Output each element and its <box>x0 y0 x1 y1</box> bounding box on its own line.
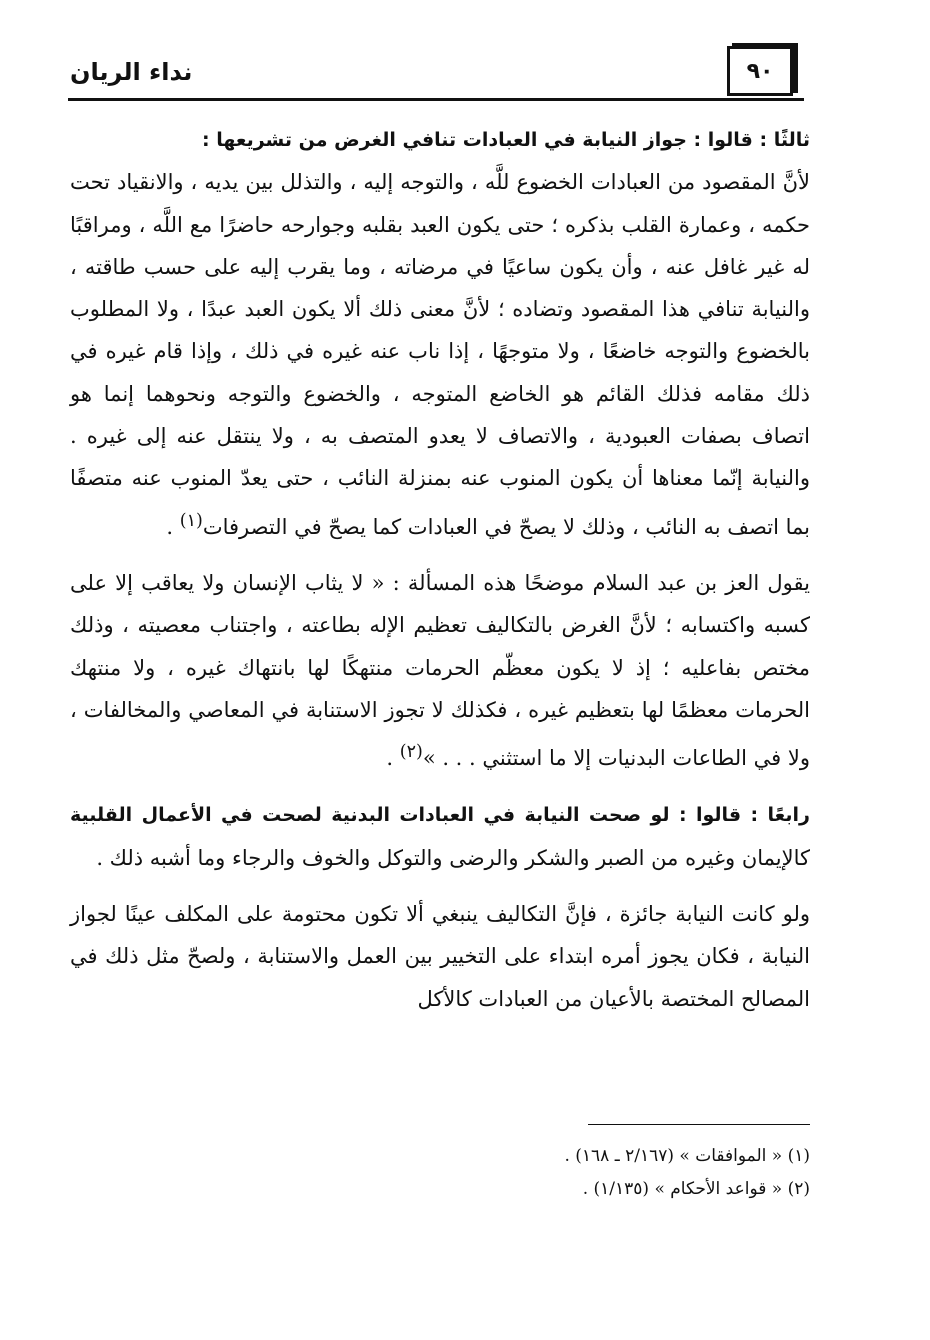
paragraph-quote <box>70 562 810 779</box>
running-header-title: نداء الريان <box>70 58 193 86</box>
quote-end: . <box>386 746 400 771</box>
footnote-rule <box>588 1124 810 1125</box>
footnote-2: (٢) « قواعد الأحكام » (١/١٣٥) . <box>582 1179 810 1199</box>
page-number-box <box>727 46 793 96</box>
paragraph-text: كالإيمان وغيره من الصبر والشكر والرضى والتوكل والخوف والرجاء وما أشبه ذلك . <box>96 845 810 870</box>
footnote-ref-2[interactable]: (٢) <box>399 742 423 763</box>
quote-text: يقول العز بن عبد السلام موضحًا هذه المسألة : « لا يثاب الإنسان ولا يعاقب إلا على كسبه واكتسابه ؛ لأنَّ الغرض بالتكاليف تعظيم الإله بطاعته ، واجتناب معصيته ، وذلك مختص بفاعليه ؛ إذ لا يكون معظّم الحرمات منتهكًا لها بانتهاك غيره ، ولا منتهك الحرمات معظمًا لها بتعظيم غيره ، فكذلك لا تجوز الاستنابة في المعاصي والمخالفات ، ولا في الطاعات البدنيات إلا ما استثني . . . » <box>70 570 810 771</box>
paragraph-text: لأنَّ المقصود من العبادات الخضوع للَّه ، والتوجه إليه ، والتذلل بين يديه ، والانقياد تحت حكمه ، وعمارة القلب بذكره ؛ حتى يكون العبد بقلبه وجوارحه حاضرًا مع اللَّه ، ومراقبًا له غير غافل عنه ، وأن يكون ساعيًا في مرضاته ، وما يقرب إليه على حسب طاقته ، والنيابة تنافي هذا المقصود وتضاده ؛ لأنَّ معنى ذلك ألا يكون العبد عبدًا ، ولا المطلوب بالخضوع والتوجه خاضعًا ، ولا متوجهًا ، إذا ناب عنه غيره في ذلك ، وإذا قام غيره في ذلك مقامه فذلك القائم هو الخاضع المتوجه ، والخضوع والتوجه ونحوهما إنما هو اتصاف بصفات العبودية ، والاتصاف لا يعدو المتصف به ، ولا ينتقل عنه إلى غيره . والنيابة إنّما معناها أن يكون المنوب عنه بمنزلة النائب ، حتى يعدّ المنوب عنه متصفًا بما اتصف به النائب ، وذلك لا يصحّ في العبادات كما يصحّ في التصرفات <box>70 170 810 539</box>
paragraph-end: . <box>166 514 180 539</box>
page-number: ٩٠ <box>746 58 774 84</box>
header-rule <box>68 98 804 101</box>
paragraph-text: ولو كانت النيابة جائزة ، فإنَّ التكاليف ينبغي ألا تكون محتومة على المكلف عينًا لجواز النيابة ، فكان يجوز أمره ابتداء على التخيير بين العمل والاستنابة ، ولصحّ مثل ذلك في المصالح المختصة بالأعيان من العبادات كالأكل <box>70 902 810 1011</box>
main-text <box>70 118 810 1020</box>
section-heading-fourth <box>70 793 810 879</box>
footnote-1: (١) « الموافقات » (٢/١٦٧ ـ ١٦٨) . <box>564 1146 810 1166</box>
heading-text-cont: القلبية <box>70 804 133 827</box>
paragraph-fifth <box>70 893 810 1020</box>
paragraph-third <box>70 161 810 548</box>
footnote-ref-1[interactable]: (١) <box>179 510 203 531</box>
heading-text: ثالثًا : قالوا : جواز النيابة في العبادات تنافي الغرض من تشريعها : <box>201 129 810 151</box>
heading-text: رابعًا : قالوا : لو صحت النيابة في العبادات البدنية لصحت في الأعمال <box>141 804 810 827</box>
footnotes <box>300 1140 810 1206</box>
section-heading-third <box>70 118 810 161</box>
